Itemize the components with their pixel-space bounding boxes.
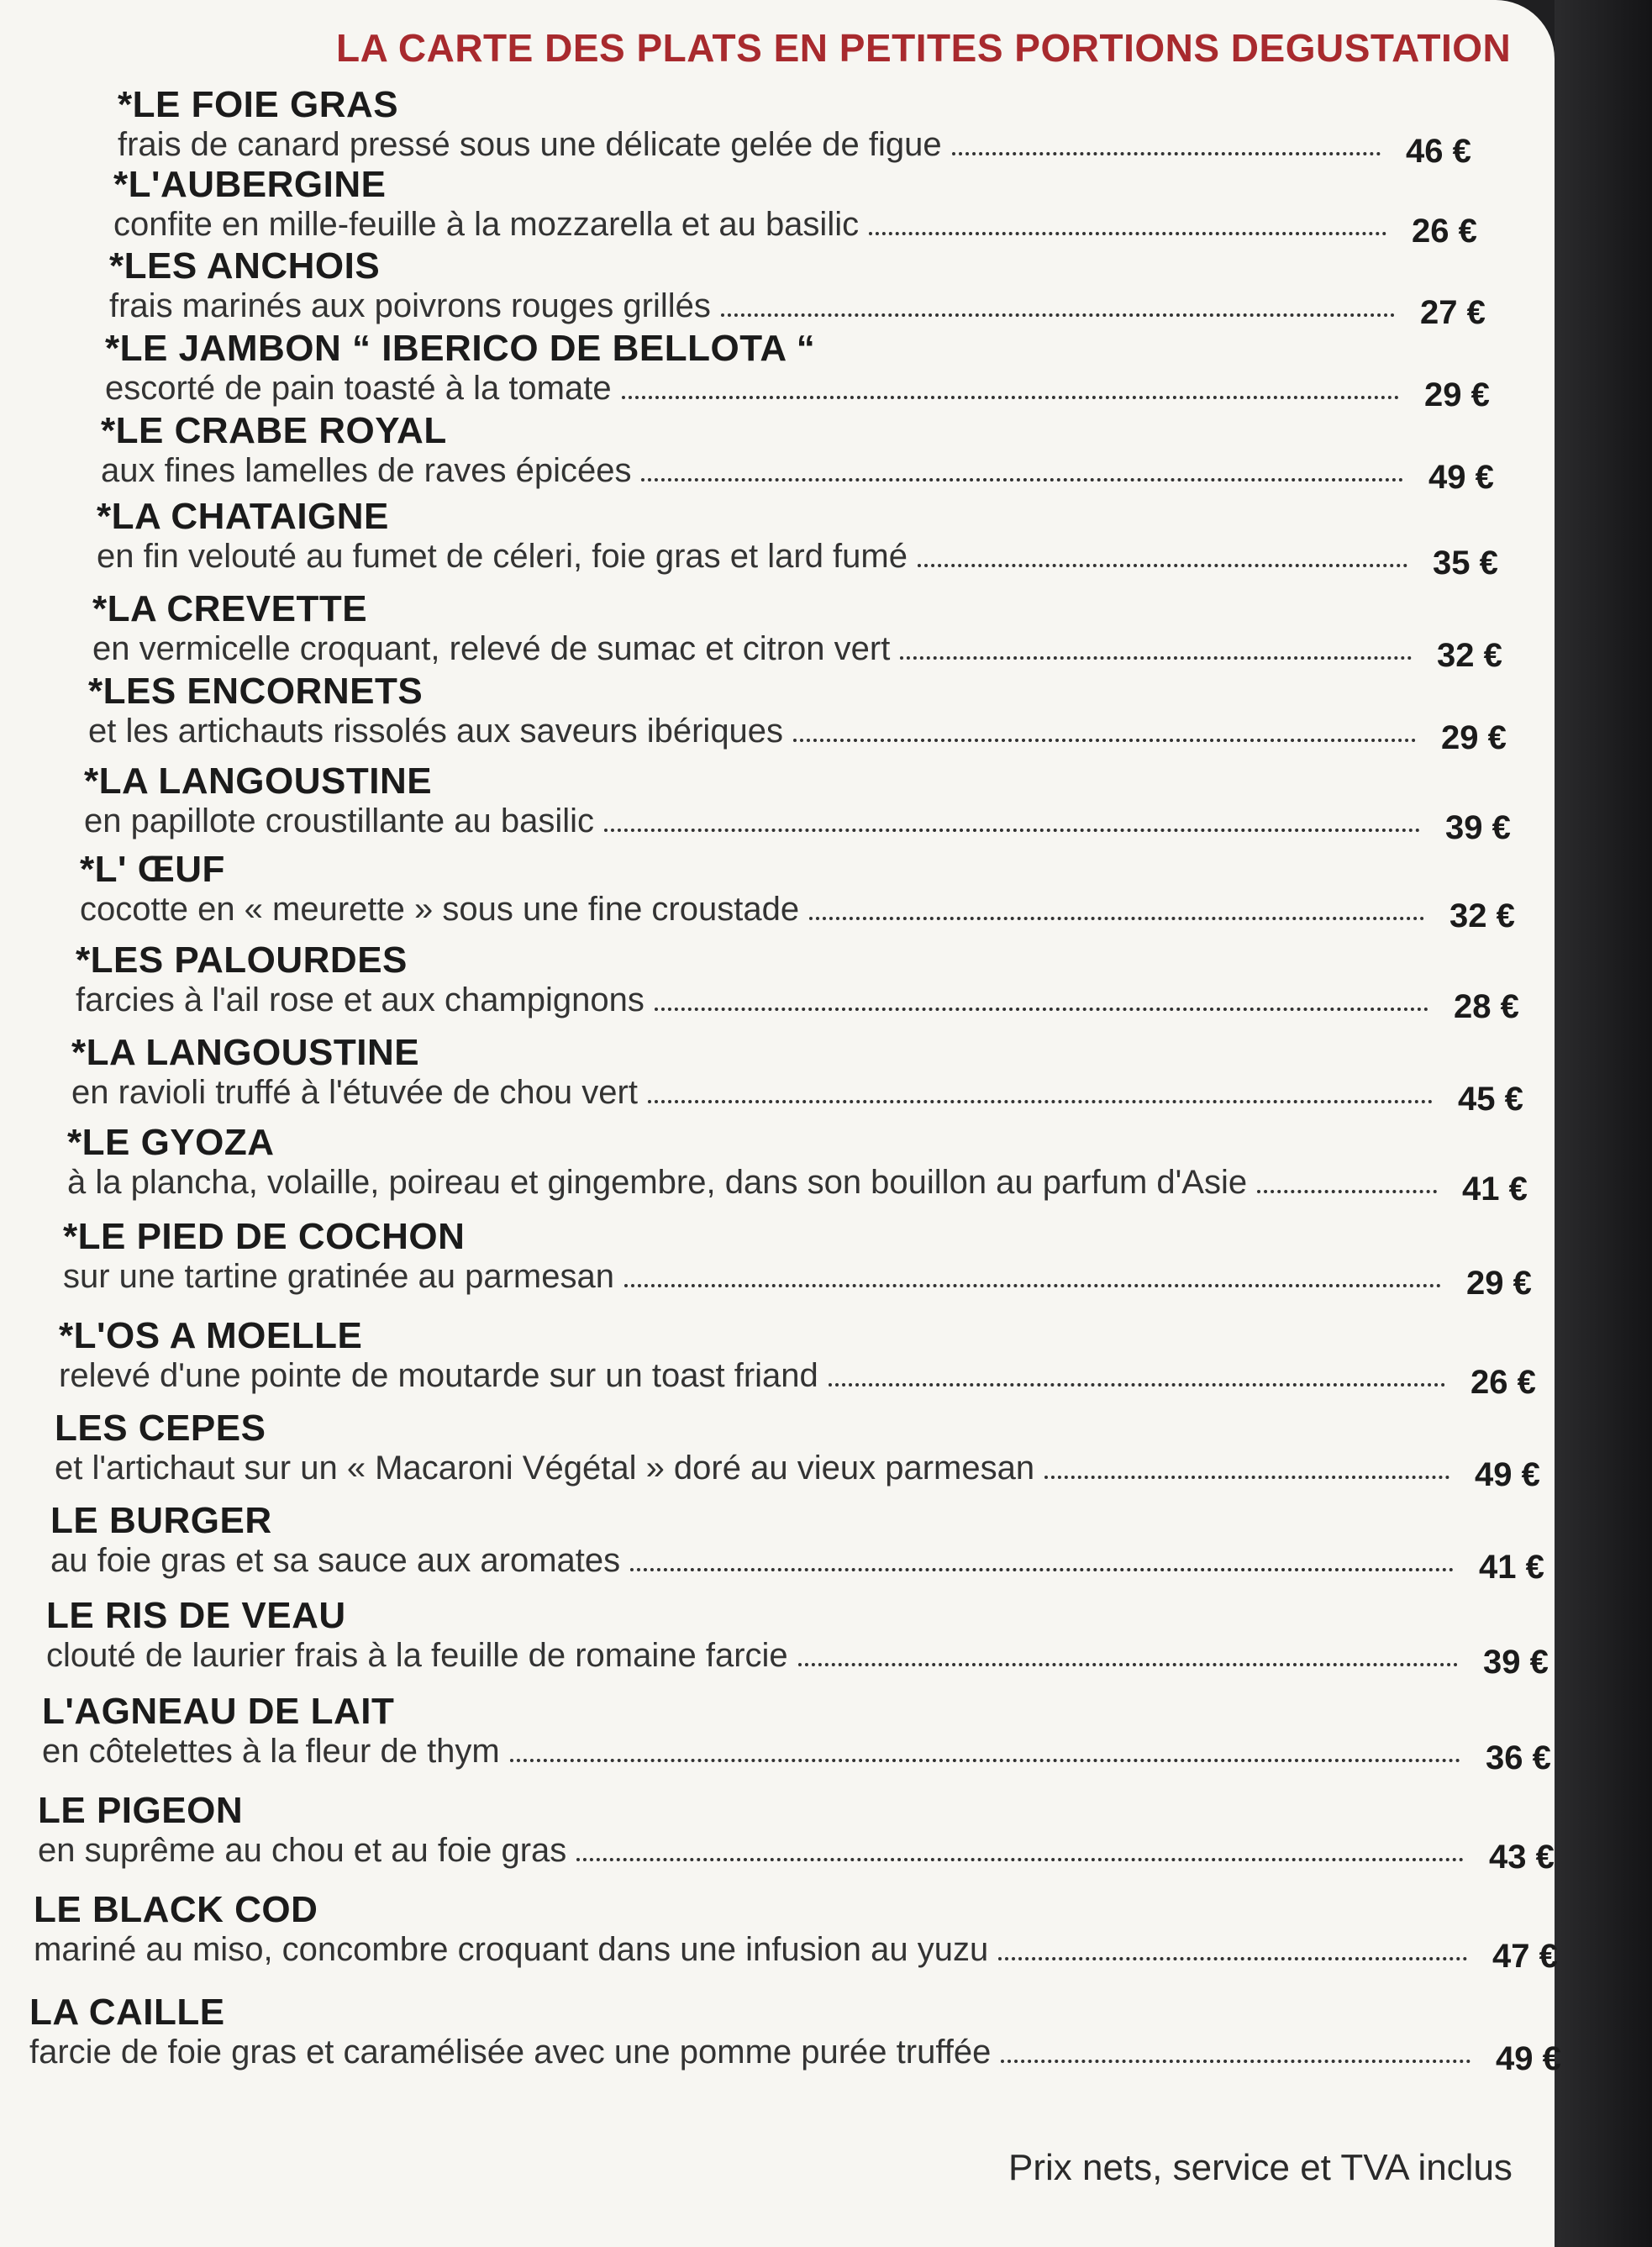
- dot-leader: [630, 1548, 1454, 1571]
- dish-description: clouté de laurier frais à la feuille de romaine farcie: [46, 1637, 788, 1674]
- dish-description-row: [118, 126, 1381, 164]
- dish-description-row: [34, 1931, 1467, 1969]
- dish-price: 49 €: [1496, 2040, 1561, 2077]
- dish-description: farcie de foie gras et caramélisée avec une pomme purée truffée: [29, 2034, 992, 2071]
- dish-description-row: [67, 1164, 1437, 1202]
- dish-description: relevé d'une pointe de moutarde sur un toast friand: [59, 1357, 818, 1394]
- menu-item: [84, 760, 1420, 841]
- dish-description-row: [29, 2034, 1470, 2071]
- dish-name: *L'AUBERGINE: [113, 164, 387, 205]
- dish-name: LE BURGER: [50, 1500, 272, 1541]
- dish-description-row: [101, 452, 1403, 490]
- menu-item: [67, 1122, 1437, 1202]
- dish-description: frais de canard pressé sous une délicate gelée de figue: [118, 126, 942, 163]
- dish-description: farcies à l'ail rose et aux champignons: [76, 981, 644, 1018]
- dot-leader: [624, 1264, 1441, 1287]
- dish-description-row: [84, 802, 1420, 840]
- dot-leader: [510, 1739, 1460, 1762]
- dish-description-row: [109, 287, 1395, 325]
- menu-item: [55, 1408, 1449, 1488]
- dish-description: et l'artichaut sur un « Macaroni Végétal » doré au vieux parmesan: [55, 1450, 1035, 1487]
- dish-name: *LES ENCORNETS: [88, 671, 424, 712]
- dish-description: en vermicelle croquant, relevé de sumac et citron vert: [92, 630, 891, 667]
- dish-price: 29 €: [1441, 719, 1507, 756]
- dish-price: 49 €: [1475, 1456, 1540, 1493]
- menu-item: [59, 1315, 1445, 1396]
- dish-description-row: [55, 1450, 1449, 1487]
- menu-item: [118, 84, 1381, 165]
- dish-name: *LA LANGOUSTINE: [84, 760, 433, 802]
- menu-item: [38, 1790, 1464, 1871]
- dish-name: *LE PIED DE COCHON: [63, 1216, 466, 1257]
- dish-price: 35 €: [1433, 545, 1498, 581]
- dish-price: 32 €: [1437, 637, 1502, 674]
- menu-item: [113, 164, 1386, 245]
- dish-name: *LES PALOURDES: [76, 939, 408, 981]
- dish-description: sur une tartine gratinée au parmesan: [63, 1258, 614, 1295]
- dish-price: 41 €: [1462, 1171, 1528, 1208]
- dish-description: aux fines lamelles de raves épicées: [101, 452, 632, 489]
- dish-description-row: [42, 1733, 1460, 1771]
- menu-item: [29, 1992, 1470, 2072]
- dish-description: en fin velouté au fumet de céleri, foie gras et lard fumé: [97, 538, 908, 575]
- dish-price: 26 €: [1470, 1364, 1536, 1401]
- dish-name: *L' ŒUF: [80, 849, 225, 890]
- dish-description-row: [97, 538, 1407, 576]
- dish-name: *LE CRABE ROYAL: [101, 410, 447, 451]
- dot-leader: [604, 808, 1420, 832]
- dish-description: en papillote croustillante au basilic: [84, 802, 595, 839]
- dish-name: *LE GYOZA: [67, 1122, 275, 1163]
- dish-price: 28 €: [1454, 988, 1519, 1025]
- dish-description: frais marinés aux poivrons rouges grillés: [109, 287, 711, 324]
- dish-price: 46 €: [1406, 133, 1471, 170]
- dish-price: 32 €: [1449, 897, 1515, 934]
- menu-item: [46, 1595, 1458, 1676]
- dot-leader: [648, 1080, 1433, 1103]
- dish-price: 29 €: [1466, 1265, 1532, 1302]
- dish-description-row: [76, 981, 1428, 1019]
- dish-description-row: [113, 206, 1386, 244]
- dish-description-row: [71, 1074, 1433, 1112]
- dot-leader: [952, 132, 1381, 155]
- dish-description: confite en mille-feuille à la mozzarella et au basilic: [113, 206, 860, 243]
- menu-item: [50, 1500, 1454, 1581]
- dish-description-row: [92, 630, 1412, 668]
- dish-name: *LES ANCHOIS: [109, 245, 381, 287]
- dish-price: 36 €: [1486, 1739, 1551, 1776]
- dish-name: LE RIS DE VEAU: [46, 1595, 346, 1636]
- dish-description-row: [80, 891, 1424, 929]
- dish-description-row: [50, 1542, 1454, 1580]
- dish-name: *LA LANGOUSTINE: [71, 1032, 420, 1073]
- dish-price: 41 €: [1479, 1549, 1544, 1586]
- dish-description: escorté de pain toasté à la tomate: [105, 370, 612, 407]
- menu-item: [42, 1691, 1460, 1771]
- dish-name: *LE JAMBON “ IBERICO DE BELLOTA “: [105, 328, 816, 369]
- dot-leader: [1257, 1170, 1437, 1193]
- menu-item: [105, 328, 1399, 408]
- dish-description-row: [63, 1258, 1441, 1296]
- dot-leader: [869, 212, 1386, 235]
- dot-leader: [655, 987, 1428, 1011]
- dot-leader: [798, 1643, 1458, 1666]
- price-note: Prix nets, service et TVA inclus: [1008, 2147, 1513, 2188]
- dot-leader: [576, 1838, 1464, 1861]
- menu-item: [92, 588, 1412, 669]
- dish-description-row: [38, 1832, 1464, 1870]
- dish-price: 45 €: [1458, 1081, 1523, 1118]
- dish-name: *LA CREVETTE: [92, 588, 368, 629]
- dish-name: LE PIGEON: [38, 1790, 244, 1831]
- dish-description: en côtelettes à la fleur de thym: [42, 1733, 500, 1770]
- dish-price: 49 €: [1428, 459, 1494, 496]
- dish-price: 43 €: [1489, 1839, 1555, 1876]
- menu-item: [88, 671, 1416, 751]
- dish-description: en ravioli truffé à l'étuvée de chou vert: [71, 1074, 638, 1111]
- dot-leader: [809, 897, 1424, 920]
- dish-price: 39 €: [1483, 1644, 1549, 1681]
- dish-description-row: [59, 1357, 1445, 1395]
- dish-name: LES CEPES: [55, 1408, 266, 1449]
- dish-name: L'AGNEAU DE LAIT: [42, 1691, 395, 1732]
- dish-name: *LE FOIE GRAS: [118, 84, 399, 125]
- menu-item: [109, 245, 1395, 326]
- menu-item: [63, 1216, 1441, 1297]
- dish-description: et les artichauts rissolés aux saveurs ibériques: [88, 713, 784, 750]
- dish-description-row: [105, 370, 1399, 408]
- dot-leader: [622, 376, 1399, 399]
- dish-description-row: [88, 713, 1416, 750]
- dish-name: LE BLACK COD: [34, 1889, 318, 1930]
- dot-leader: [829, 1363, 1445, 1387]
- menu-item: [71, 1032, 1433, 1113]
- dish-description-row: [46, 1637, 1458, 1675]
- menu-title: LA CARTE DES PLATS EN PETITES PORTIONS DEGUSTATION: [336, 26, 1512, 70]
- menu-item: [80, 849, 1424, 929]
- dish-description: au foie gras et sa sauce aux aromates: [50, 1542, 621, 1579]
- dish-price: 29 €: [1424, 376, 1490, 413]
- dot-leader: [918, 544, 1407, 567]
- dish-price: 39 €: [1445, 809, 1511, 846]
- menu-item: [76, 939, 1428, 1020]
- dot-leader: [793, 718, 1416, 742]
- dot-leader: [900, 636, 1412, 660]
- dot-leader: [1044, 1455, 1449, 1479]
- dot-leader: [998, 1937, 1467, 1960]
- dish-name: *L'OS A MOELLE: [59, 1315, 363, 1356]
- dot-leader: [721, 293, 1395, 317]
- dish-description: en suprême au chou et au foie gras: [38, 1832, 567, 1869]
- dish-description: à la plancha, volaille, poireau et gingembre, dans son bouillon au parfum d'Asie: [67, 1164, 1248, 1201]
- dish-price: 47 €: [1492, 1938, 1558, 1975]
- dish-name: LA CAILLE: [29, 1992, 225, 2033]
- dish-description: mariné au miso, concombre croquant dans une infusion au yuzu: [34, 1931, 989, 1968]
- dish-price: 26 €: [1412, 213, 1477, 250]
- menu-item: [97, 496, 1407, 576]
- dot-leader: [641, 458, 1403, 482]
- dish-price: 27 €: [1420, 294, 1486, 331]
- dish-description: cocotte en « meurette » sous une fine croustade: [80, 891, 800, 928]
- dot-leader: [1001, 2039, 1470, 2063]
- dish-name: *LA CHATAIGNE: [97, 496, 389, 537]
- menu-item: [101, 410, 1403, 491]
- menu-item: [34, 1889, 1467, 1970]
